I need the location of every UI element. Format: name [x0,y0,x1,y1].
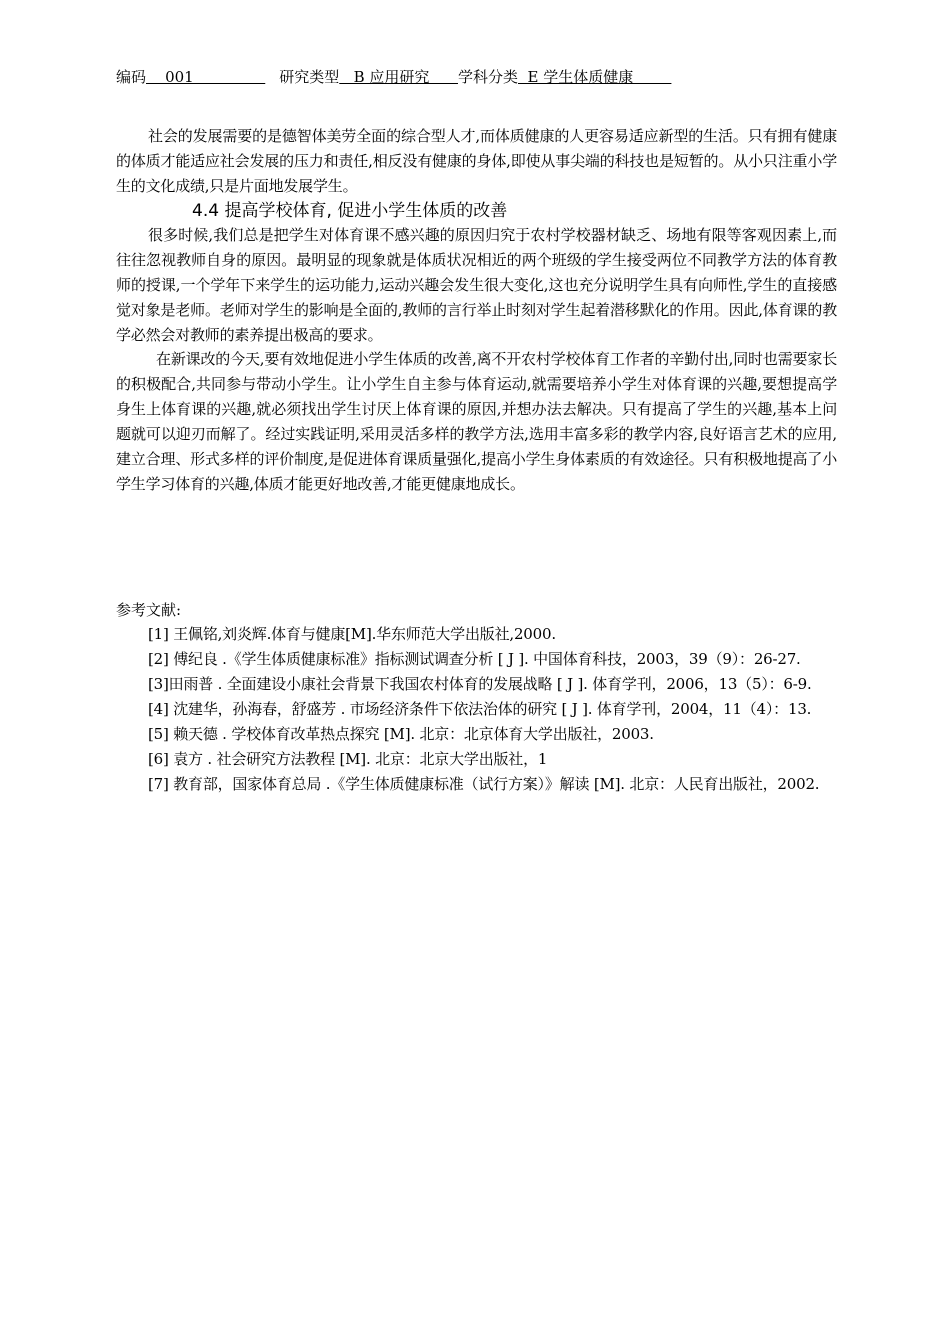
document-header [116,66,876,88]
code-value: 001 [146,68,266,86]
reference-item: [3]田雨普 . 全面建设小康社会背景下我国农村体育的发展战略 [ J ]. 体育学刊，2006，13（5）：6-9. [148,675,812,693]
code-label: 编码 [116,68,147,86]
research-type-value: B 应用研究 [339,68,458,86]
references-list [116,622,837,797]
reference-item: [5] 赖天德 . 学校体育改革热点探究 [M]. 北京：北京体育大学出版社，2003. [148,725,654,743]
body-paragraph-2: 在新课改的今天,要有效地促进小学生体质的改善,离不开农村学校体育工作者的辛勤付出,同时也需要家长的积极配合,共同参与带动小学生。让小学生自主参与体育运动,就需要培养小学生对体育课的兴趣,要想提高学身生上体育课的兴趣,就必须找出学生讨厌上体育课的原因,并想办法去解决。只有提高了学生的兴趣,基本上问题就可以迎刃而解了。经过实践证明,采用灵活多样的教学方法,选用丰富多彩的教学内容,良好语言艺术的应用,建立合理、形式多样的评价制度,是促进体育课质量强化,提高小学生身体素质的有效途径。只有积极地提高了小学生学习体育的兴趣,体质才能更好地改善,才能更健康地成长。 [116,350,837,493]
reference-item: [6] 袁方 . 社会研究方法教程 [M]. 北京：北京大学出版社，1 [148,750,548,768]
subject-label: 学科分类 [457,68,518,86]
reference-item: [4] 沈建华，孙海春，舒盛芳 . 市场经济条件下依法治体的研究 [ J ]. 体育学刊，2004，11（4）：13. [148,700,812,718]
reference-item: [2] 傅纪良 .《学生体质健康标准》指标测试调查分析 [ J ]. 中国体育科技，2003，39（9）：26-27. [148,650,801,668]
section-heading: 4.4 提高学校体育, 促进小学生体质的改善 [192,201,508,221]
reference-item: [1] 王佩铭,刘炎辉.体育与健康[M].华东师范大学出版社,2000. [148,625,556,643]
subject-value: E 学生体质健康 [518,68,672,86]
intro-paragraph: 社会的发展需要的是德智体美劳全面的综合型人才,而体质健康的人更容易适应新型的生活。只有拥有健康的体质才能适应社会发展的压力和责任,相反没有健康的身体,即使从事尖端的科技也是短暂的。从小只注重小学生的文化成绩,只是片面地发展学生。 [116,127,837,195]
references-title: 参考文献: [116,601,182,619]
body-paragraph-1: 很多时候,我们总是把学生对体育课不感兴趣的原因归究于农村学校器材缺乏、场地有限等客观因素上,而往往忽视教师自身的原因。最明显的现象就是体质状况相近的两个班级的学生接受两位不同教学方法的体育教师的授课,一个学年下来学生的运功能力,运动兴趣会发生很大变化,这也充分说明学生具有向师性,学生的直接感觉对象是老师。老师对学生的影响是全面的,教师的言行举止时刻对学生起着潜移默化的作用。因此,体育课的教学必然会对教师的素养提出极高的要求。 [116,226,837,344]
research-type-label: 研究类型 [279,68,340,86]
reference-item: [7] 教育部，国家体育总局 .《学生体质健康标准（试行方案）》解读 [M]. 北京：人民育出版社，2002. [148,775,820,793]
